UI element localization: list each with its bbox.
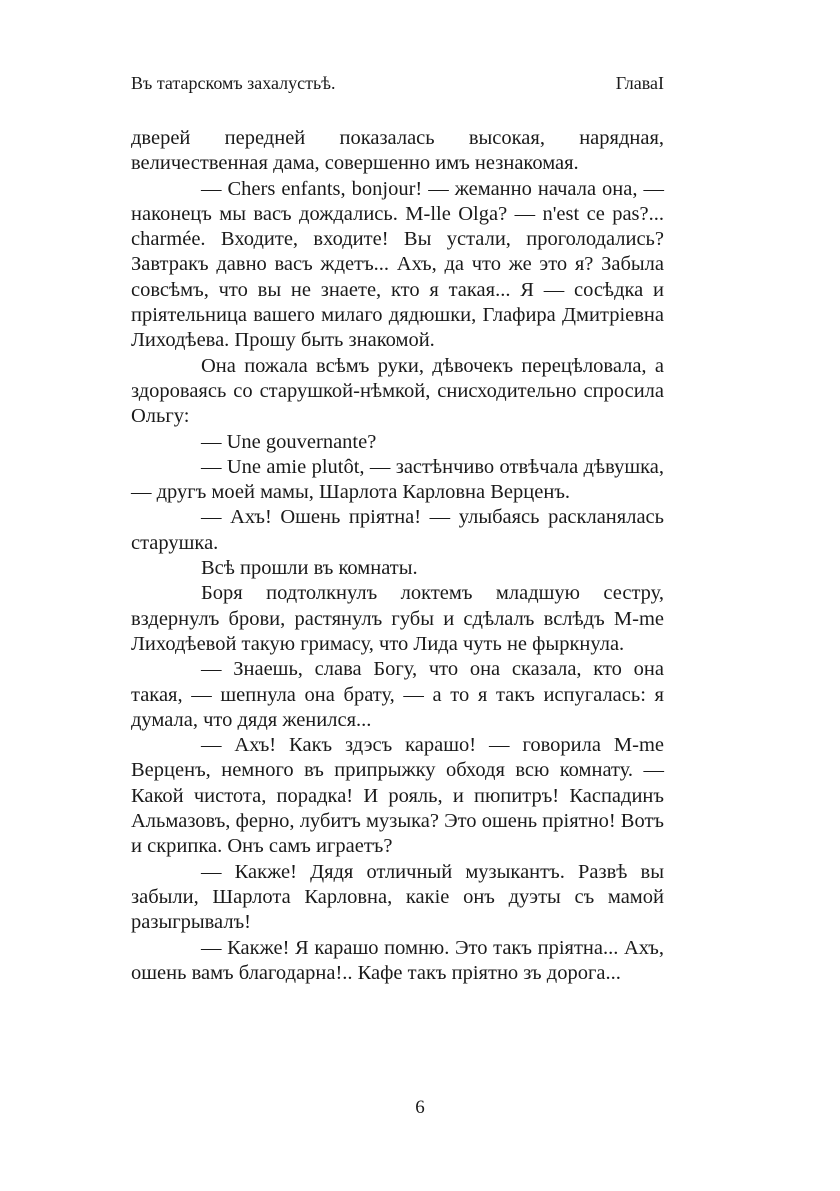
paragraph: — Une amie plutôt, — застѣнчиво отвѣчала дѣвушка, — другъ моей мамы, Шарлота Карловна Верценъ.	[131, 455, 664, 504]
paragraph: — Ахъ! Ошень пріятна! — улыбаясь раскланялась старушка.	[131, 506, 664, 554]
chapter-label: ГлаваI	[615, 73, 664, 93]
paragraph: Она пожала всѣмъ руки, дѣвочекъ перецѣловала, а здороваясь со старушкой-нѣмкой, снисходительно спросила Ольгу:	[131, 354, 664, 428]
body-text	[131, 126, 664, 986]
paragraph: — Chers enfants, bonjour! — жеманно начала она, — наконецъ мы васъ дождались. M-lle Olga? — n'est ce pas?... charmée. Входите, входите! Вы устали, проголодались? Завтракъ давно васъ ждетъ... Ахъ, да что же это я? Забыла совсѣмъ, что вы не знаете, кто я такая... Я — сосѣдка и пріятельница вашего милаго дядюшки, Глафира Дмитріевна Лиходѣева. Прошу быть знакомой.	[131, 177, 664, 352]
paragraph: Боря подтолкнулъ локтемъ младшую сестру, вздернулъ брови, растянулъ губы и сдѣлалъ вслѣдъ M-me Лиходѣевой такую гримасу, что Лида чуть не фыркнула.	[131, 582, 664, 655]
paragraph: Всѣ прошли въ комнаты.	[201, 557, 418, 580]
paragraph: — Une gouvernante?	[201, 430, 377, 453]
book-title: Въ татарскомъ захалустьѣ.	[131, 73, 336, 93]
paragraph: — Ахъ! Какъ здэсъ карашо! — говорила M-me Верценъ, немного въ припрыжку обходя всю комнату. — Какой чистота, порадка! И рояль, и пюпитръ! Каспадинъ Альмазовъ, ферно, лубитъ музыка? Это ошень пріятно! Вотъ и скрипка. Онъ самъ играетъ?	[131, 734, 664, 858]
page-number: 6	[415, 1097, 425, 1118]
paragraph: — Какже! Дядя отличный музыкантъ. Развѣ вы забыли, Шарлота Карловна, какіе онъ дуэты съ мамой разыгрывалъ!	[131, 860, 664, 934]
running-header	[131, 73, 664, 97]
paragraph: — Какже! Я карашо помню. Это такъ пріятна... Ахъ, ошень вамъ благодарна!.. Кафе такъ пріятно зъ дорога...	[131, 936, 664, 984]
paragraph: дверей передней показалась высокая, нарядная, величественная дама, совершенно имъ незнакомая.	[131, 127, 664, 175]
paragraph: — Знаешь, слава Богу, что она сказала, кто она такая, — шепнула она брату, — а то я такъ испугалась: я думала, что дядя женился...	[131, 658, 664, 731]
